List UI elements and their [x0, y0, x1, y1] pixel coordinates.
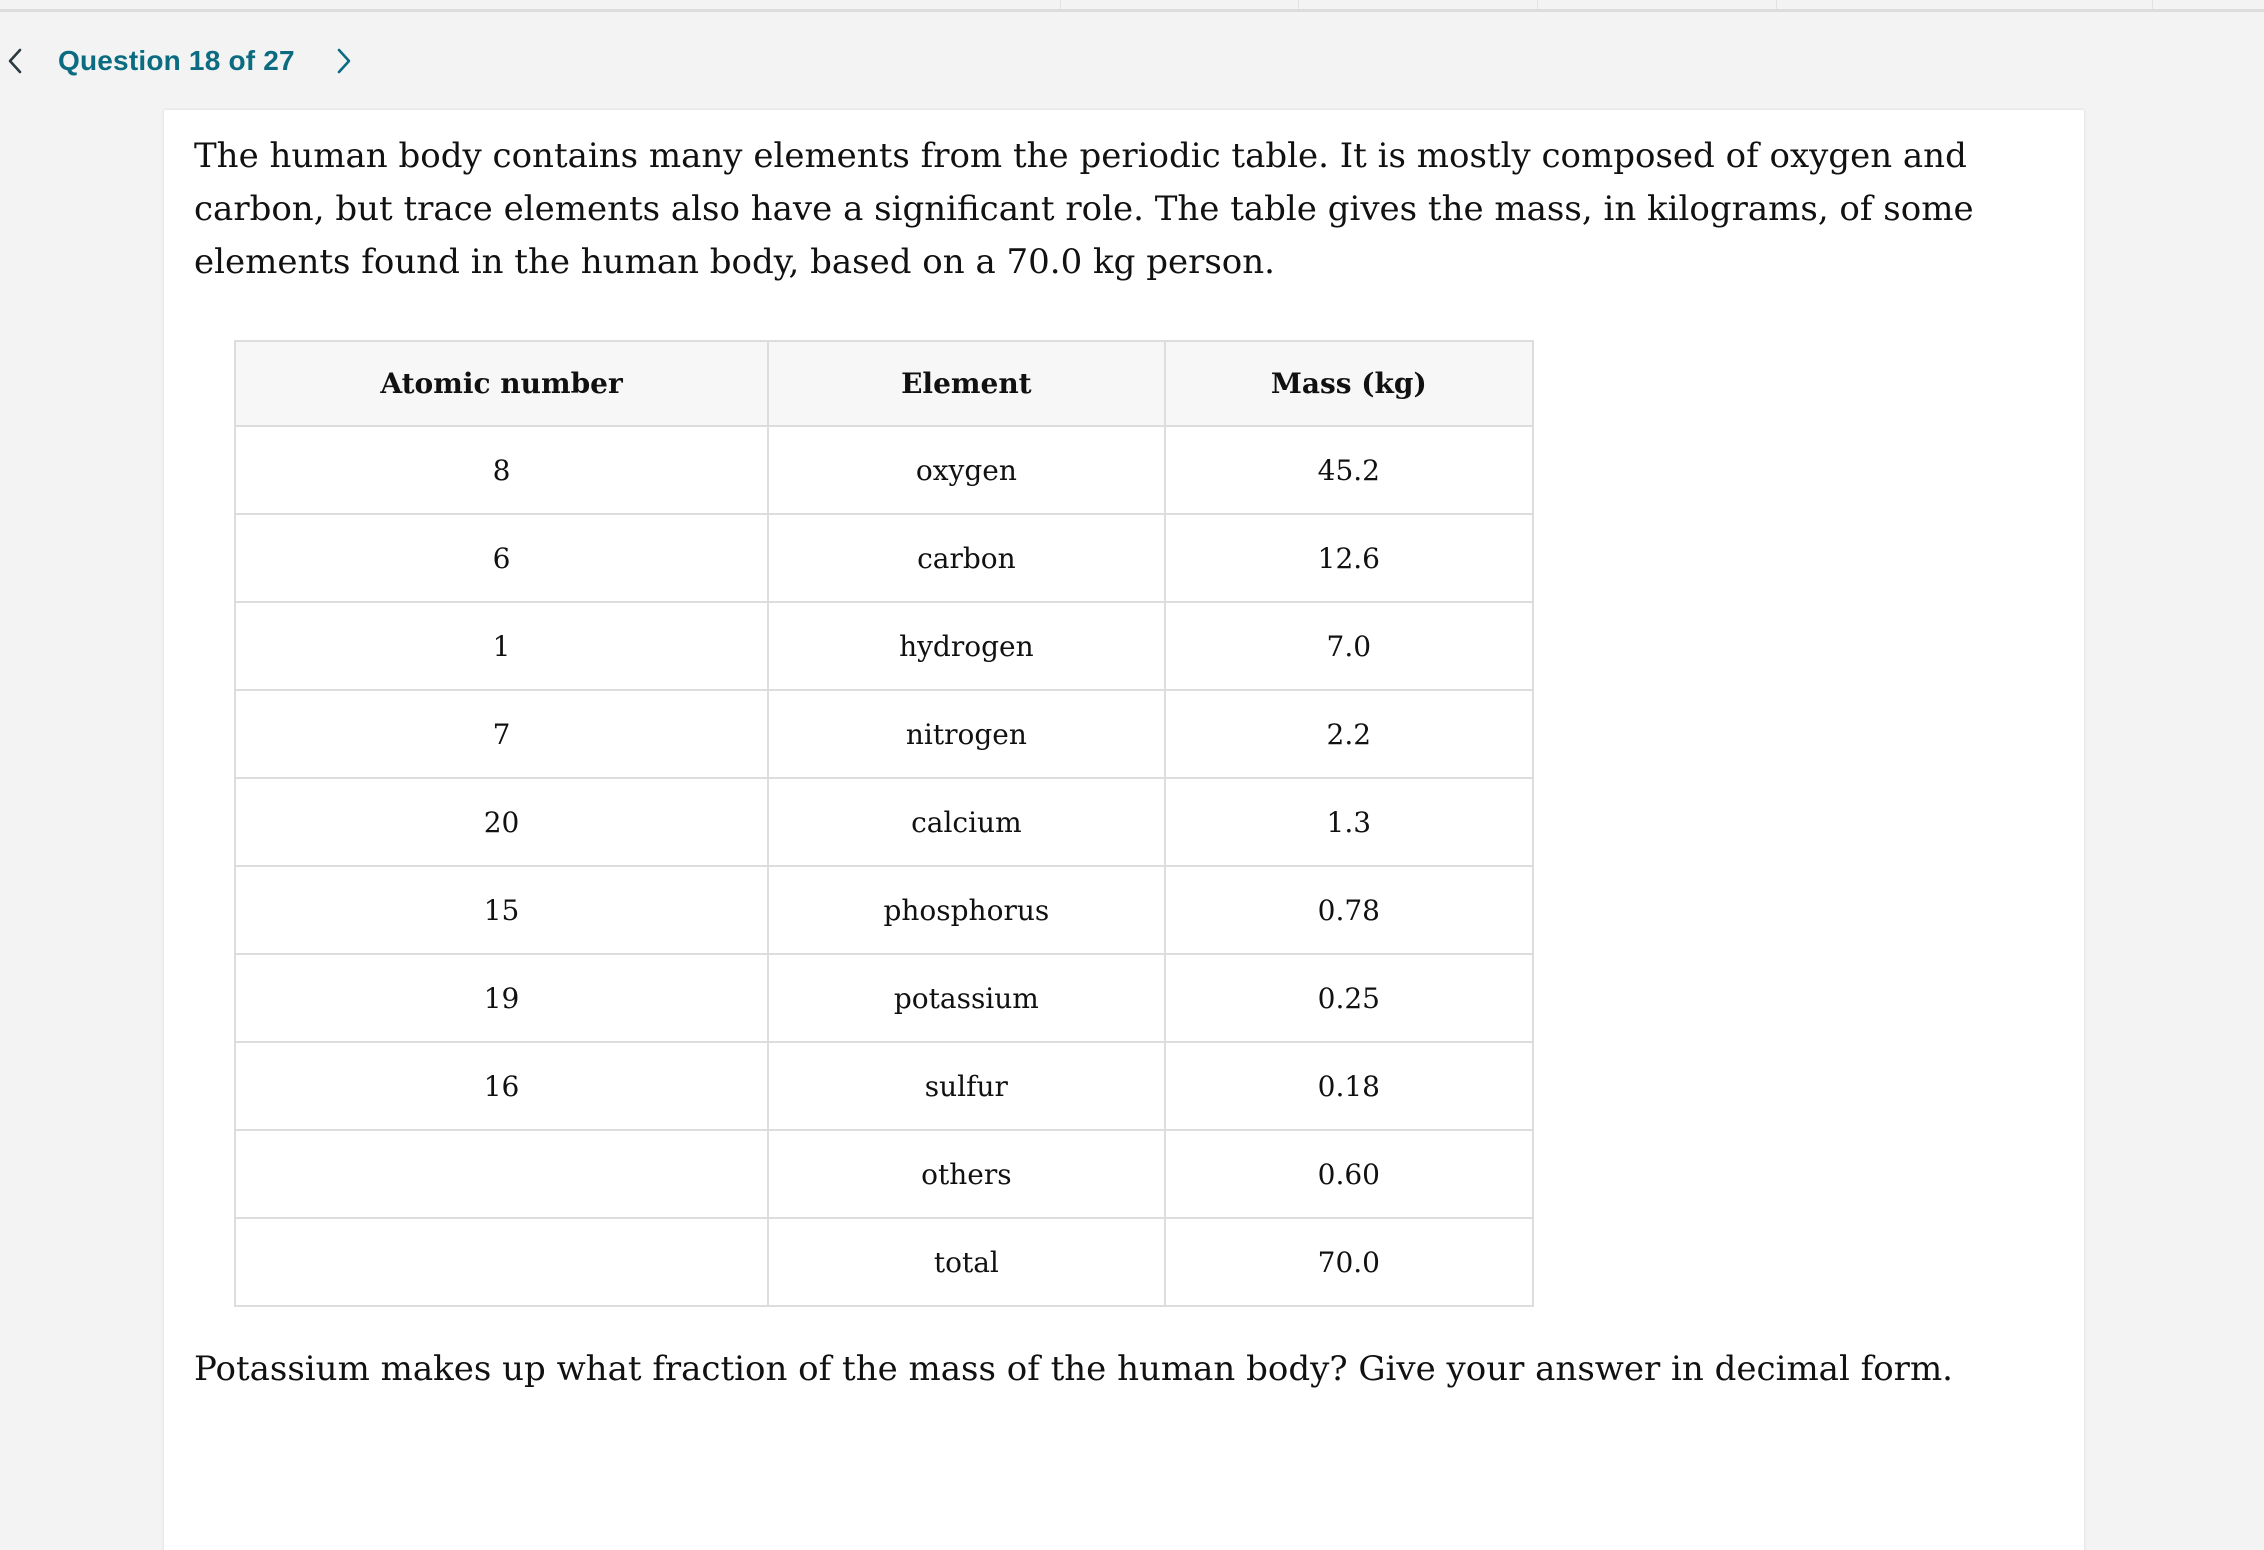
element-cell: potassium — [768, 954, 1165, 1042]
progress-divider — [1776, 0, 1777, 9]
element-mass-table — [234, 340, 1534, 1307]
table-row — [235, 778, 1533, 866]
table-row — [235, 954, 1533, 1042]
atomic-number-cell: 19 — [235, 954, 768, 1042]
atomic-number-cell: 20 — [235, 778, 768, 866]
progress-divider — [1060, 0, 1061, 9]
atomic-number-cell — [235, 1218, 768, 1306]
progress-divider — [1298, 0, 1299, 9]
chevron-right-icon — [336, 48, 352, 74]
top-progress-bar — [0, 0, 2264, 12]
table-row — [235, 1218, 1533, 1306]
element-cell: nitrogen — [768, 690, 1165, 778]
mass-cell: 7.0 — [1165, 602, 1533, 690]
element-cell: hydrogen — [768, 602, 1165, 690]
element-cell: others — [768, 1130, 1165, 1218]
element-cell: phosphorus — [768, 866, 1165, 954]
mass-cell: 2.2 — [1165, 690, 1533, 778]
progress-divider — [2152, 0, 2153, 9]
mass-cell: 45.2 — [1165, 426, 1533, 514]
question-intro-text: The human body contains many elements from the periodic table. It is mostly composed of oxygen and carbon, but trace elements also have a significant role. The table gives the mass, in kilograms, of some elements found in the human body, based on a 70.0 kg person. — [194, 136, 1974, 282]
atomic-number-cell: 16 — [235, 1042, 768, 1130]
element-cell: sulfur — [768, 1042, 1165, 1130]
element-cell: oxygen — [768, 426, 1165, 514]
atomic-number-cell: 1 — [235, 602, 768, 690]
mass-cell: 0.25 — [1165, 954, 1533, 1042]
column-header-mass: Mass (kg) — [1165, 341, 1533, 426]
table-header-row — [235, 341, 1533, 426]
question-counter: Question 18 of 27 — [58, 45, 295, 76]
table-row — [235, 514, 1533, 602]
mass-cell: 0.78 — [1165, 866, 1533, 954]
table-row — [235, 866, 1533, 954]
question-navigation — [0, 38, 359, 84]
table-row — [235, 1042, 1533, 1130]
atomic-number-cell: 8 — [235, 426, 768, 514]
previous-question-button[interactable] — [0, 38, 30, 84]
column-header-element: Element — [768, 341, 1165, 426]
atomic-number-cell: 7 — [235, 690, 768, 778]
table-row — [235, 1130, 1533, 1218]
mass-cell: 0.60 — [1165, 1130, 1533, 1218]
chevron-left-icon — [7, 48, 23, 74]
element-cell: calcium — [768, 778, 1165, 866]
question-prompt: Potassium makes up what fraction of the mass of the human body? Give your answer in decimal form. — [194, 1349, 1953, 1389]
question-card — [164, 110, 2084, 1550]
mass-cell: 1.3 — [1165, 778, 1533, 866]
atomic-number-cell: 6 — [235, 514, 768, 602]
element-cell: total — [768, 1218, 1165, 1306]
mass-cell: 12.6 — [1165, 514, 1533, 602]
progress-divider — [1537, 0, 1538, 9]
mass-cell: 70.0 — [1165, 1218, 1533, 1306]
table-row — [235, 426, 1533, 514]
column-header-atomic-number: Atomic number — [235, 341, 768, 426]
mass-cell: 0.18 — [1165, 1042, 1533, 1130]
next-question-button[interactable] — [329, 38, 359, 84]
atomic-number-cell — [235, 1130, 768, 1218]
table-row — [235, 690, 1533, 778]
element-cell: carbon — [768, 514, 1165, 602]
atomic-number-cell: 15 — [235, 866, 768, 954]
table-row — [235, 602, 1533, 690]
